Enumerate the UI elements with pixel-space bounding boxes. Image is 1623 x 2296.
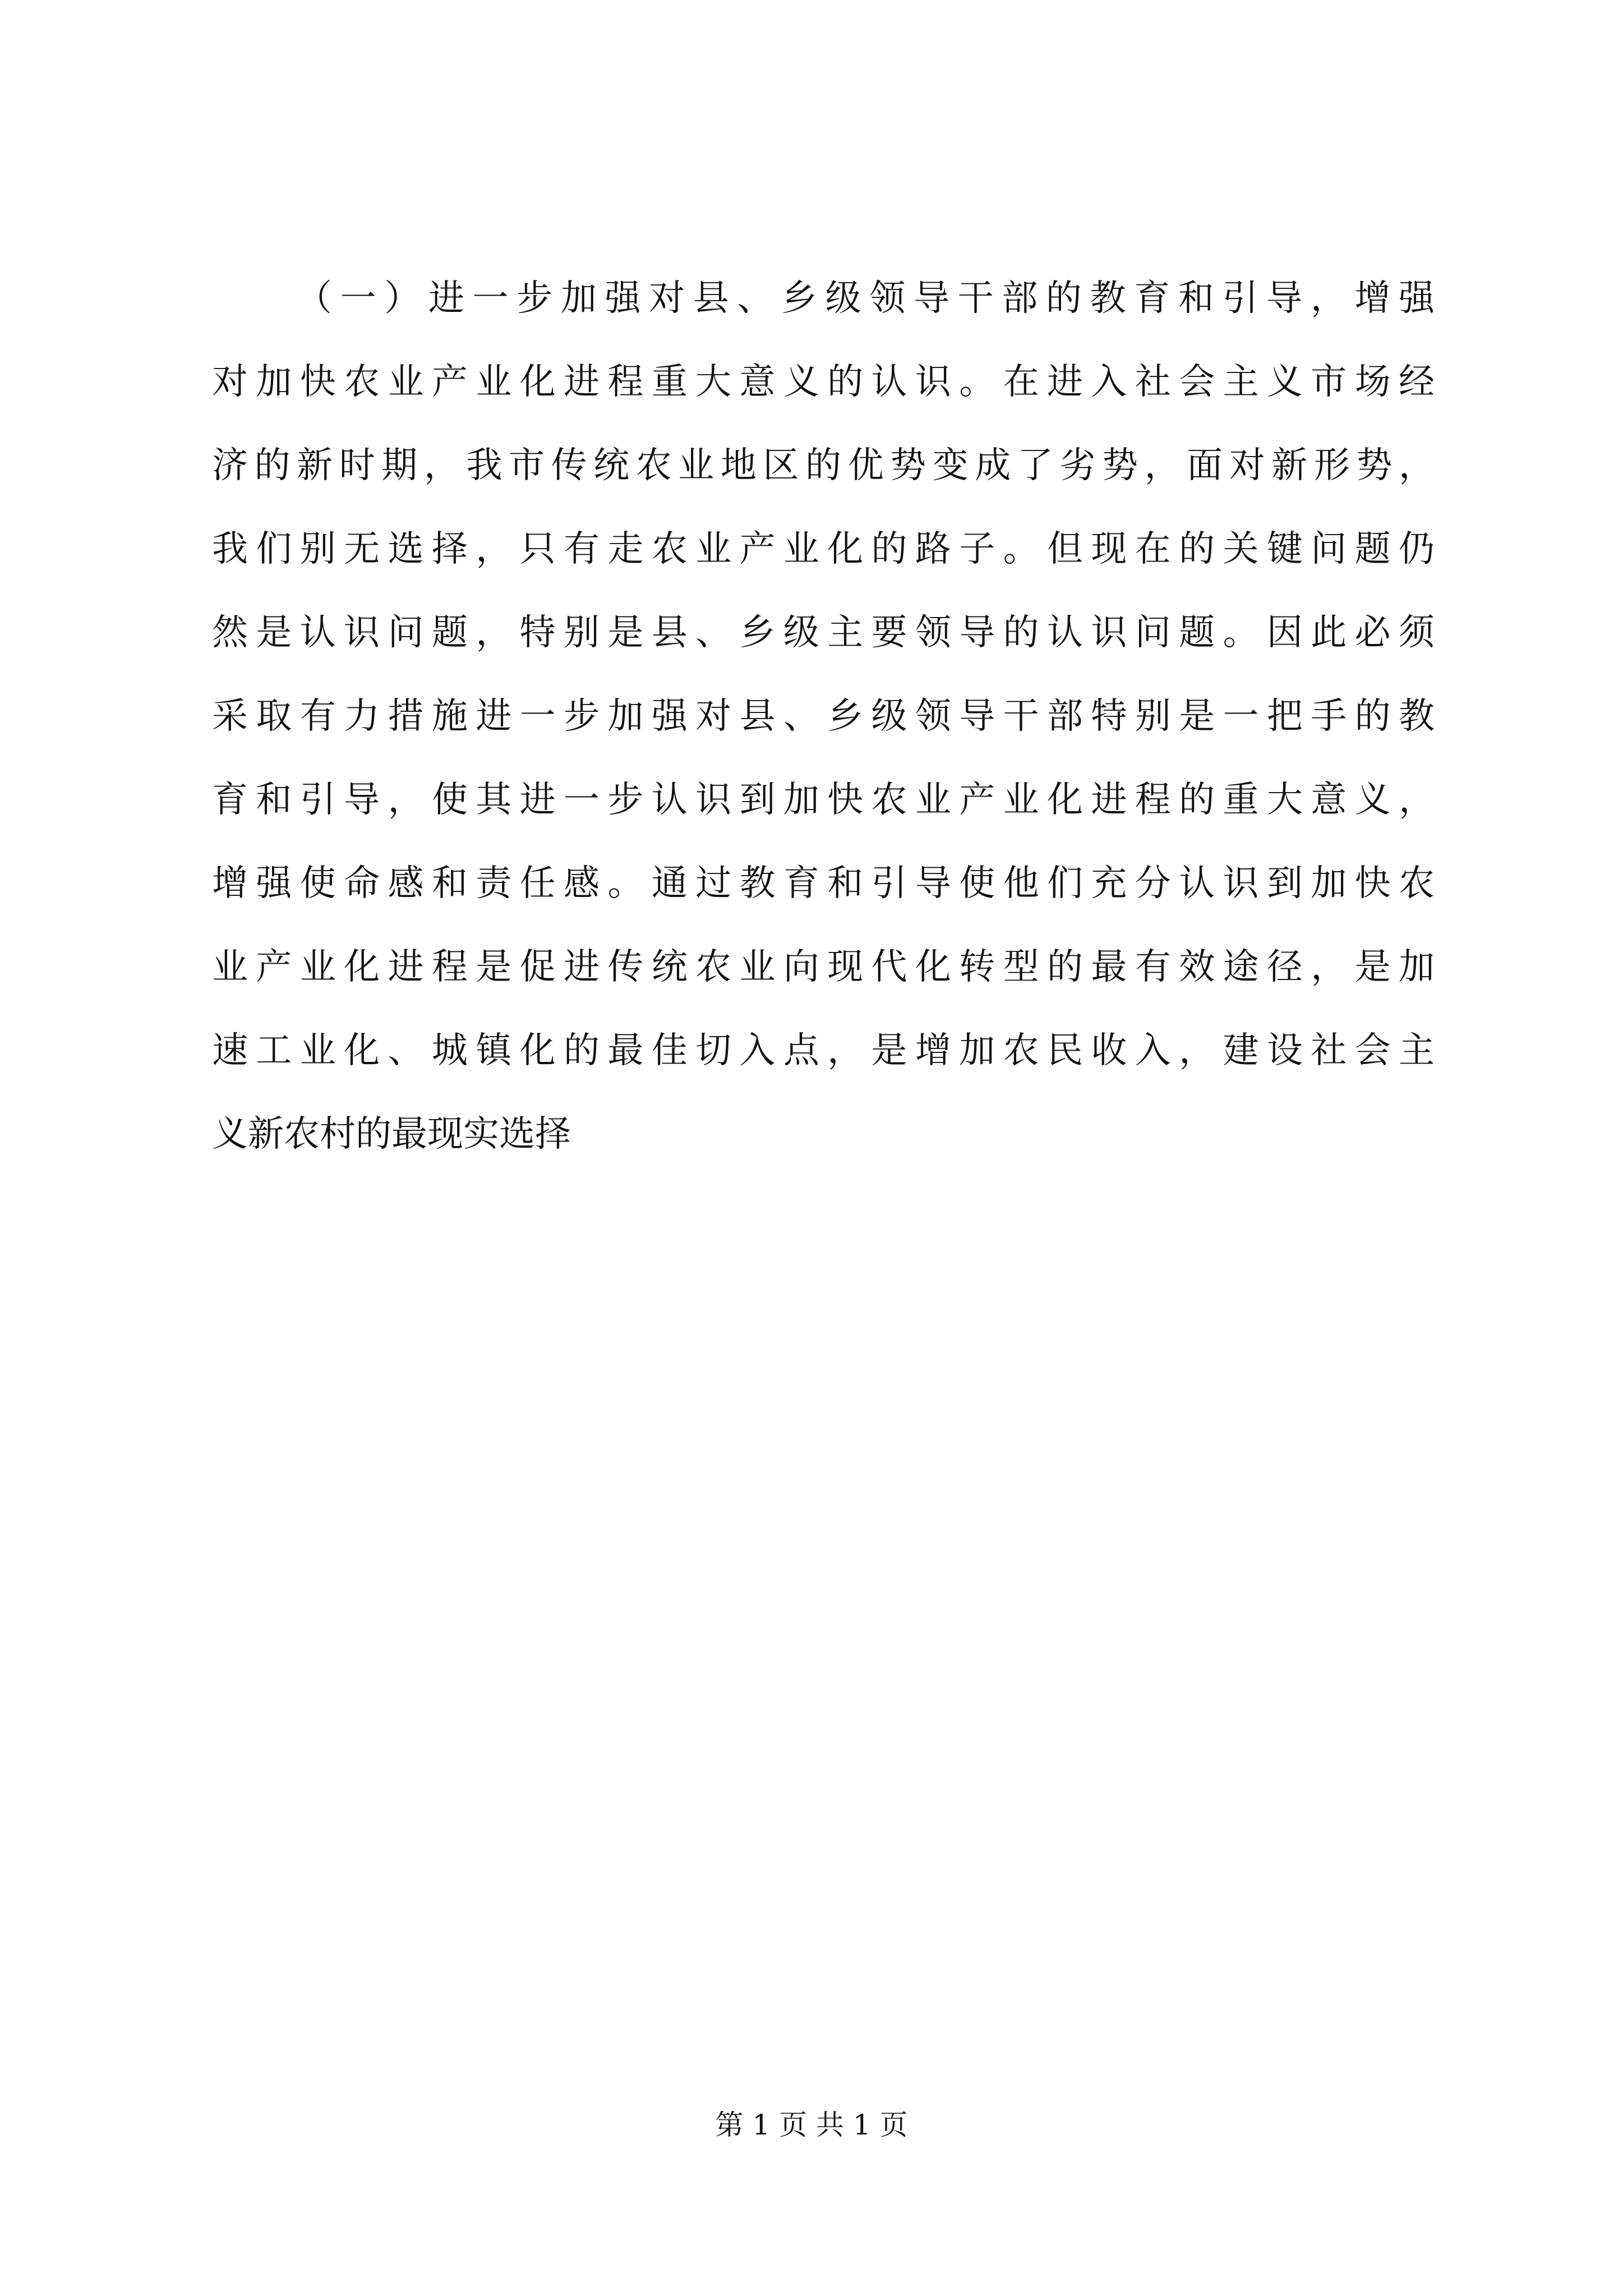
- paragraph-line: 义新农村的最现实选择: [212, 1114, 571, 1155]
- paragraph-line: 然是认识问题，特别是县、乡级主要领导的认识问题。因此必须: [212, 612, 1435, 654]
- paragraph-line: 对加快农业产业化进程重大意义的认识。在进入社会主义市场经: [212, 361, 1435, 403]
- paragraph-line: 业产业化进程是促进传统农业向现代化转型的最有效途径，是加: [212, 946, 1435, 988]
- page-number-footer: 第 1 页 共 1 页: [715, 2109, 908, 2141]
- paragraph-line: 采取有力措施进一步加强对县、乡级领导干部特别是一把手的教: [212, 696, 1435, 737]
- paragraph-line: 育和引导，使其进一步认识到加快农业产业化进程的重大意义，: [212, 779, 1435, 821]
- paragraph-line: （一）进一步加强对县、乡级领导干部的教育和引导，增强: [296, 278, 1435, 319]
- paragraph-line: 增强使命感和责任感。通过教育和引导使他们充分认识到加快农: [212, 863, 1435, 904]
- paragraph-line: 速工业化、城镇化的最佳切入点，是增加农民收入，建设社会主: [212, 1030, 1435, 1071]
- paragraph-line: 我们别无选择，只有走农业产业化的路子。但现在的关键问题仍: [212, 528, 1435, 570]
- paragraph-line: 济的新时期，我市传统农业地区的优势变成了劣势，面对新形势，: [212, 445, 1435, 486]
- body-paragraph: [212, 257, 1435, 1176]
